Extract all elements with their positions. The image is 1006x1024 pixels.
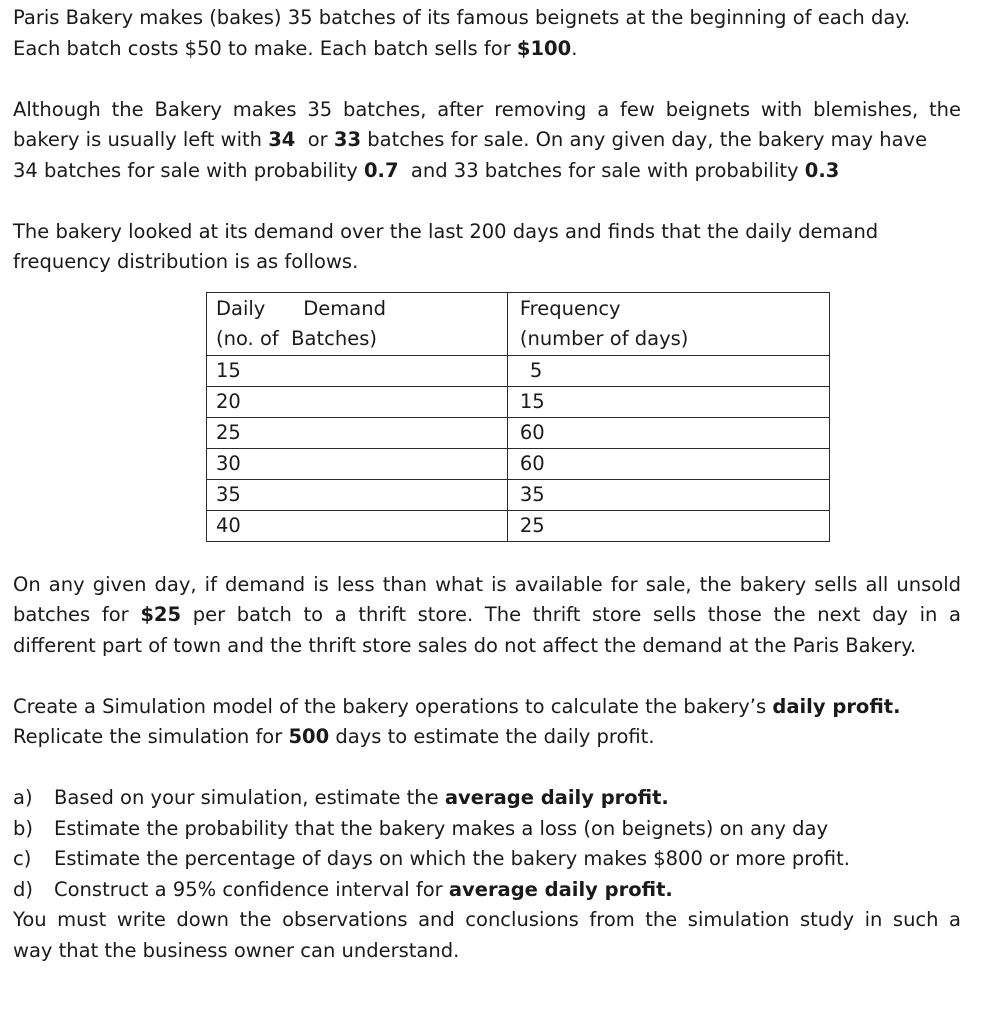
question-b <box>13 814 961 845</box>
task-line-2 <box>13 722 961 753</box>
thrift-text: batches for <box>13 603 141 626</box>
frequency-cell: 35 <box>507 479 829 510</box>
frequency-cell: 60 <box>507 448 829 479</box>
thrift-line-1: On any given day, if demand is less than what is available for sale, the bakery sells all unsold <box>13 572 961 596</box>
task-paragraph <box>13 692 961 753</box>
demand-cell: 15 <box>207 355 508 386</box>
blemish-line-3 <box>13 156 961 187</box>
header-left-line-2: (no. of Batches) <box>216 326 377 350</box>
prob-07: 0.7 <box>363 158 399 182</box>
header-demand: Demand <box>303 296 386 320</box>
frequency-cell <box>507 355 829 386</box>
prob-03: 0.3 <box>804 158 840 182</box>
blemish-or: or <box>295 128 334 151</box>
blemish-line-1: Although the Bakery makes 35 batches, after removing a few beignets with blemishes, the <box>13 97 961 121</box>
question-a-text <box>54 783 669 814</box>
frequency-cell: 15 <box>507 386 829 417</box>
demand-line-2: frequency distribution is as follows. <box>13 250 359 273</box>
question-c-label: c) <box>13 847 32 870</box>
frequency-cell: 25 <box>507 510 829 541</box>
table-row <box>207 417 830 448</box>
demand-cell: 40 <box>207 510 508 541</box>
thrift-price: $25 <box>140 603 182 626</box>
table-header-row <box>207 292 830 355</box>
demand-cell: 30 <box>207 448 508 479</box>
closing-paragraph <box>13 905 961 966</box>
document <box>13 3 961 997</box>
question-a-label: a) <box>13 786 33 809</box>
demand-line-1: The bakery looked at its demand over the last 200 days and finds that the daily demand <box>13 219 879 243</box>
table-row <box>207 355 830 386</box>
header-daily: Daily <box>216 296 266 320</box>
batches-33: 33 <box>333 128 362 151</box>
days-500: 500 <box>288 725 330 748</box>
header-left-line-1 <box>216 294 386 324</box>
table-body <box>207 355 830 541</box>
closing-line-1: You must write down the observations and conclusions from the simulation study in such a <box>13 908 961 931</box>
task-line-1 <box>13 692 961 723</box>
blemish-line-2 <box>13 125 961 156</box>
sale-price: $100 <box>516 36 572 60</box>
blemish-paragraph <box>13 95 961 187</box>
question-a-bold: average daily profit. <box>444 786 669 809</box>
question-c-text: Estimate the percentage of days on which the bakery makes $800 or more profit. <box>54 847 850 870</box>
question-d-text <box>54 875 673 906</box>
header-daily-demand <box>207 292 508 355</box>
question-a-pre: Based on your simulation, estimate the <box>54 786 445 809</box>
table-row <box>207 510 830 541</box>
blemish-text-2: batches for sale. On any given day, the bakery may have <box>361 128 928 151</box>
question-d-pre: Construct a 95% confidence interval for <box>54 877 449 901</box>
prob-text: 34 batches for sale with probability <box>13 158 364 182</box>
table-row <box>207 448 830 479</box>
demand-table-wrapper <box>206 292 830 542</box>
task-text-2: Replicate the simulation for <box>13 725 289 748</box>
question-b-text: Estimate the probability that the bakery makes a loss (on beignets) on any day <box>54 816 828 840</box>
question-d-bold: average daily profit. <box>448 877 673 901</box>
intro-line-1: Paris Bakery makes (bakes) 35 batches of its famous beignets at the beginning of each day. <box>13 6 911 29</box>
intro-period: . <box>571 36 578 60</box>
daily-profit-bold: daily profit. <box>772 694 901 718</box>
intro-text: Each batch costs $50 to make. Each batch sells for <box>13 36 517 60</box>
thrift-line-3: different part of town and the thrift store sales do not affect the demand at the Paris Bakery. <box>13 633 917 657</box>
closing-line-2: way that the business owner can understand. <box>13 938 460 962</box>
table-row <box>207 386 830 417</box>
batches-34: 34 <box>268 128 296 151</box>
question-a <box>13 783 961 814</box>
intro-paragraph <box>13 3 961 64</box>
demand-cell: 35 <box>207 479 508 510</box>
intro-line-2 <box>13 34 961 65</box>
task-text: Create a Simulation model of the bakery operations to calculate the bakery’s <box>13 694 773 718</box>
thrift-text-2: per batch to a thrift store. The thrift store sells those the next day in a <box>181 603 962 626</box>
question-c <box>13 844 961 875</box>
demand-section <box>13 217 961 542</box>
frequency-value: 5 <box>529 358 543 382</box>
frequency-cell: 60 <box>507 417 829 448</box>
thrift-line-2 <box>13 600 961 631</box>
question-d-label: d) <box>13 877 33 901</box>
demand-cell: 20 <box>207 386 508 417</box>
prob-text-2: and 33 batches for sale with probability <box>398 158 805 182</box>
demand-cell: 25 <box>207 417 508 448</box>
demand-frequency-table <box>206 292 830 542</box>
questions-list <box>13 783 961 905</box>
header-right-line-2: (number of days) <box>519 326 689 350</box>
thrift-paragraph <box>13 570 961 662</box>
header-frequency <box>507 292 829 355</box>
task-text-3: days to estimate the daily profit. <box>329 725 655 748</box>
question-b-label: b) <box>13 816 33 840</box>
table-row <box>207 479 830 510</box>
blemish-text: bakery is usually left with <box>13 128 269 151</box>
question-d <box>13 875 961 906</box>
header-right-line-1: Frequency <box>519 296 621 320</box>
